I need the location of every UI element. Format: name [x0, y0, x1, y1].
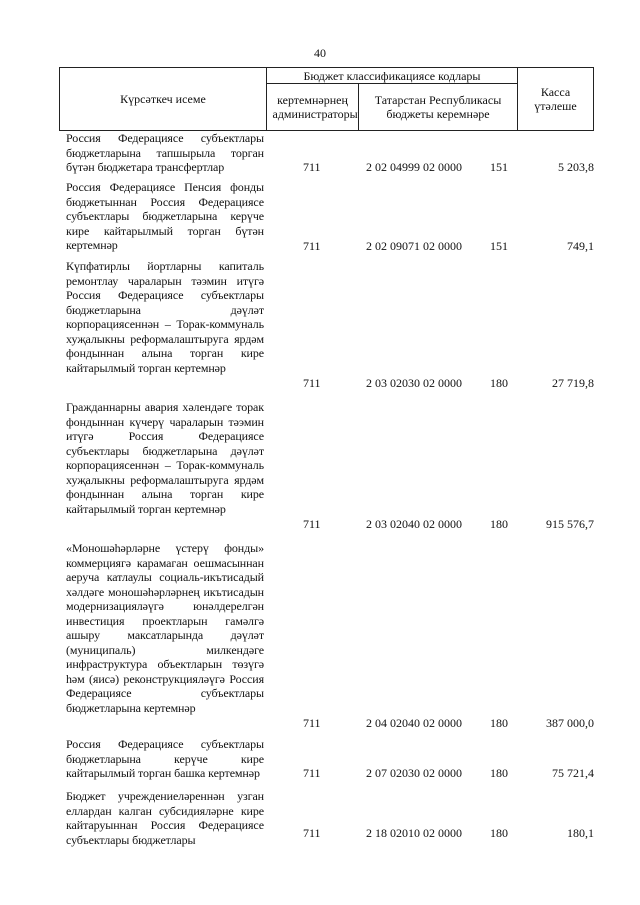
- header-indicator-label: Күрсәткеч исеме: [120, 92, 206, 106]
- row-budget-code: 2 03 02030 02 0000: [366, 376, 462, 390]
- row-amount: 915 576,7: [546, 517, 594, 531]
- row-budget-code: 2 03 02040 02 0000: [366, 517, 462, 531]
- row-budget-code: 2 04 02040 02 0000: [366, 716, 462, 730]
- header-budget-classification: [266, 67, 518, 84]
- row-admin-code: 711: [303, 517, 321, 531]
- row-admin-code: 711: [303, 239, 321, 253]
- row-admin-code: 711: [303, 716, 321, 730]
- row-type-code: 180: [490, 716, 508, 730]
- row-type-code: 180: [490, 766, 508, 780]
- row-description: Бюджет учреждениеләреннән узган еллардан калган субсидияләрне кире кайтаруыннан Россия Федерациясе субъектлары бюджетлары: [66, 789, 264, 847]
- row-description: Россия Федерациясе Пенсия фонды бюджетыннан Россия Федерациясе субъектлары бюджетларына керүче кире кайтарылмый торган бүтән кертемнәр: [66, 180, 264, 252]
- row-budget-code: 2 18 02010 02 0000: [366, 826, 462, 840]
- row-admin-code: 711: [303, 766, 321, 780]
- header-cash-execution: [517, 67, 594, 131]
- row-budget-code: 2 02 09071 02 0000: [366, 239, 462, 253]
- header-revenue-code: [358, 83, 518, 131]
- row-admin-code: 711: [303, 826, 321, 840]
- row-description: Россия Федерациясе субъектлары бюджетларына тапшырыла торган бүтән бюджетара трансфертлар: [66, 131, 264, 174]
- row-type-code: 180: [490, 826, 508, 840]
- row-type-code: 180: [490, 517, 508, 531]
- page-number: 40: [314, 46, 326, 60]
- row-admin-code: 711: [303, 160, 321, 174]
- row-amount: 5 203,8: [558, 160, 594, 174]
- row-admin-code: 711: [303, 376, 321, 390]
- header-cash-label: Касса үтәлеше: [534, 85, 577, 113]
- header-indicator-name: [59, 67, 267, 131]
- row-description: «Моношәһәрләрне үстерү фонды» коммерциягә карамаган оешмасыннан аеруча катлаулы социаль-икътисадый хәлдәге моношәһәрләрнең икътисадын модернизацияләүгә юнәлдерелгән инвестиция проектларын гамәлгә ашыру максатларында дәүләт (муниципаль) милкендәге инфраструктура объектларын төзүгә һәм (яисә) реконструкцияләүгә Россия Федерациясе субъектлары бюджетларына кертемнәр: [66, 541, 264, 715]
- row-type-code: 151: [490, 239, 508, 253]
- row-type-code: 151: [490, 160, 508, 174]
- header-admin-label: кертемнәрнең администраторы: [272, 93, 358, 121]
- header-code-label: Татарстан Республикасы бюджеты керемнәре: [374, 93, 502, 121]
- row-type-code: 180: [490, 376, 508, 390]
- row-budget-code: 2 07 02030 02 0000: [366, 766, 462, 780]
- header-administrator: [266, 83, 359, 131]
- row-amount: 749,1: [567, 239, 594, 253]
- row-amount: 180,1: [567, 826, 594, 840]
- row-amount: 75 721,4: [552, 766, 594, 780]
- header-budget-label: Бюджет классификациясе кодлары: [303, 68, 481, 83]
- row-description: Гражданнарны авария хәлендәге торак фондыннан күчерү чараларын тәэмин итүгә Россия Федерациясе субъектлары бюджетларына дәүләт корпорациясеннән – Торак-коммуналь хуҗалыкны реформалаштыруга ярдәм фондыннан алына торган кире кайтарылмый торган кертемнәр: [66, 400, 264, 516]
- row-amount: 387 000,0: [546, 716, 594, 730]
- row-description: Россия Федерациясе субъектлары бюджетларына керүче кире кайтарылмый торган башка кертемнәр: [66, 737, 264, 780]
- row-amount: 27 719,8: [552, 376, 594, 390]
- row-budget-code: 2 02 04999 02 0000: [366, 160, 462, 174]
- row-description: Күпфатирлы йортларны капиталь ремонтлау чараларын тәэмин итүгә Россия Федерациясе субъектлары бюджетларына дәүләт корпорациясеннән – Торак-коммуналь хуҗалыкны реформалаштыруга ярдәм фондыннан алына торган кире кайтарылмый торган кертемнәр: [66, 259, 264, 375]
